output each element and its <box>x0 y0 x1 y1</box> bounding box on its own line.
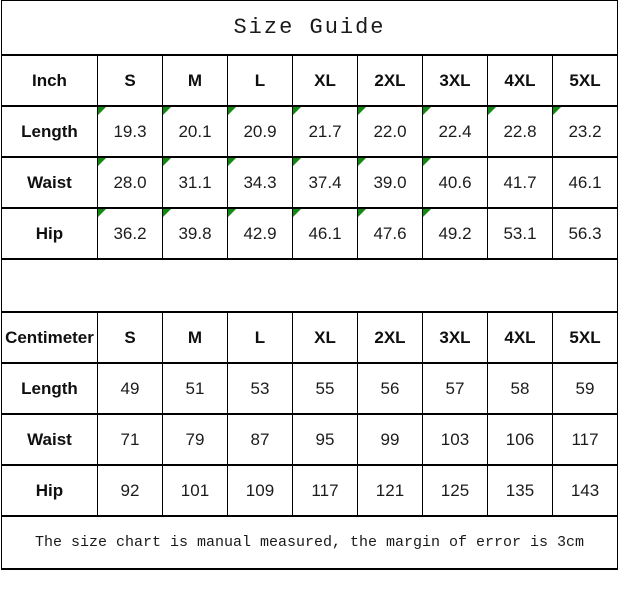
value-cell: 36.2 <box>97 208 162 259</box>
comment-marker-icon <box>228 158 236 166</box>
column-header-3xl: 3XL <box>422 55 487 106</box>
row-label: Waist <box>1 157 97 208</box>
value-cell: 51 <box>162 363 227 414</box>
value-cell: 103 <box>422 414 487 465</box>
comment-marker-icon <box>163 158 171 166</box>
column-header-m: M <box>162 312 227 363</box>
value-cell: 87 <box>227 414 292 465</box>
table-row-inch-hip <box>1 208 617 259</box>
value-cell: 39.8 <box>162 208 227 259</box>
column-header-3xl: 3XL <box>422 312 487 363</box>
column-header-5xl: 5XL <box>552 312 617 363</box>
table-row-inch-waist <box>1 157 617 208</box>
comment-marker-icon <box>98 158 106 166</box>
value-cell: 56.3 <box>552 208 617 259</box>
comment-marker-icon <box>358 209 366 217</box>
column-header-l: L <box>227 312 292 363</box>
value-cell: 46.1 <box>552 157 617 208</box>
table-row-cm-length <box>1 363 617 414</box>
value-cell: 49.2 <box>422 208 487 259</box>
comment-marker-icon <box>358 158 366 166</box>
value-cell: 101 <box>162 465 227 516</box>
value-cell: 19.3 <box>97 106 162 157</box>
table-row-cm-waist <box>1 414 617 465</box>
cm-header-row <box>1 312 617 363</box>
column-header-2xl: 2XL <box>357 312 422 363</box>
value-cell: 95 <box>292 414 357 465</box>
spacer-row <box>1 259 617 312</box>
comment-marker-icon <box>228 209 236 217</box>
column-header-4xl: 4XL <box>487 55 552 106</box>
column-header-s: S <box>97 312 162 363</box>
table-row-inch-length <box>1 106 617 157</box>
spacer-cell <box>1 259 617 312</box>
value-cell: 143 <box>552 465 617 516</box>
value-cell: 42.9 <box>227 208 292 259</box>
column-header-5xl: 5XL <box>552 55 617 106</box>
comment-marker-icon <box>423 158 431 166</box>
value-cell: 92 <box>97 465 162 516</box>
inch-header-row <box>1 55 617 106</box>
value-cell: 49 <box>97 363 162 414</box>
row-label: Length <box>1 363 97 414</box>
value-cell: 57 <box>422 363 487 414</box>
comment-marker-icon <box>293 209 301 217</box>
comment-marker-icon <box>228 107 236 115</box>
value-cell: 55 <box>292 363 357 414</box>
value-cell: 34.3 <box>227 157 292 208</box>
comment-marker-icon <box>358 107 366 115</box>
column-header-4xl: 4XL <box>487 312 552 363</box>
value-cell: 117 <box>552 414 617 465</box>
footer-note: The size chart is manual measured, the margin of error is 3cm <box>1 516 617 569</box>
comment-marker-icon <box>98 209 106 217</box>
comment-marker-icon <box>423 209 431 217</box>
column-header-xl: XL <box>292 55 357 106</box>
value-cell: 99 <box>357 414 422 465</box>
unit-header-inch: Inch <box>1 55 97 106</box>
value-cell: 22.8 <box>487 106 552 157</box>
comment-marker-icon <box>163 107 171 115</box>
column-header-l: L <box>227 55 292 106</box>
value-cell: 59 <box>552 363 617 414</box>
value-cell: 71 <box>97 414 162 465</box>
value-cell: 125 <box>422 465 487 516</box>
comment-marker-icon <box>163 209 171 217</box>
value-cell: 79 <box>162 414 227 465</box>
row-label: Length <box>1 106 97 157</box>
row-label: Waist <box>1 414 97 465</box>
page-title: Size Guide <box>1 1 617 56</box>
value-cell: 121 <box>357 465 422 516</box>
column-header-2xl: 2XL <box>357 55 422 106</box>
value-cell: 47.6 <box>357 208 422 259</box>
column-header-s: S <box>97 55 162 106</box>
value-cell: 117 <box>292 465 357 516</box>
value-cell: 21.7 <box>292 106 357 157</box>
value-cell: 53.1 <box>487 208 552 259</box>
comment-marker-icon <box>293 158 301 166</box>
value-cell: 28.0 <box>97 157 162 208</box>
value-cell: 46.1 <box>292 208 357 259</box>
footer-row <box>1 516 617 569</box>
value-cell: 39.0 <box>357 157 422 208</box>
value-cell: 20.9 <box>227 106 292 157</box>
value-cell: 20.1 <box>162 106 227 157</box>
value-cell: 23.2 <box>552 106 617 157</box>
value-cell: 109 <box>227 465 292 516</box>
value-cell: 135 <box>487 465 552 516</box>
column-header-xl: XL <box>292 312 357 363</box>
size-guide-table <box>1 0 618 570</box>
unit-header-centimeter: Centimeter <box>1 312 97 363</box>
value-cell: 22.4 <box>422 106 487 157</box>
row-label: Hip <box>1 465 97 516</box>
row-label: Hip <box>1 208 97 259</box>
value-cell: 106 <box>487 414 552 465</box>
value-cell: 40.6 <box>422 157 487 208</box>
value-cell: 53 <box>227 363 292 414</box>
comment-marker-icon <box>98 107 106 115</box>
value-cell: 56 <box>357 363 422 414</box>
table-row-cm-hip <box>1 465 617 516</box>
comment-marker-icon <box>553 107 561 115</box>
comment-marker-icon <box>423 107 431 115</box>
comment-marker-icon <box>488 107 496 115</box>
value-cell: 41.7 <box>487 157 552 208</box>
value-cell: 31.1 <box>162 157 227 208</box>
value-cell: 22.0 <box>357 106 422 157</box>
comment-marker-icon <box>293 107 301 115</box>
value-cell: 58 <box>487 363 552 414</box>
value-cell: 37.4 <box>292 157 357 208</box>
column-header-m: M <box>162 55 227 106</box>
